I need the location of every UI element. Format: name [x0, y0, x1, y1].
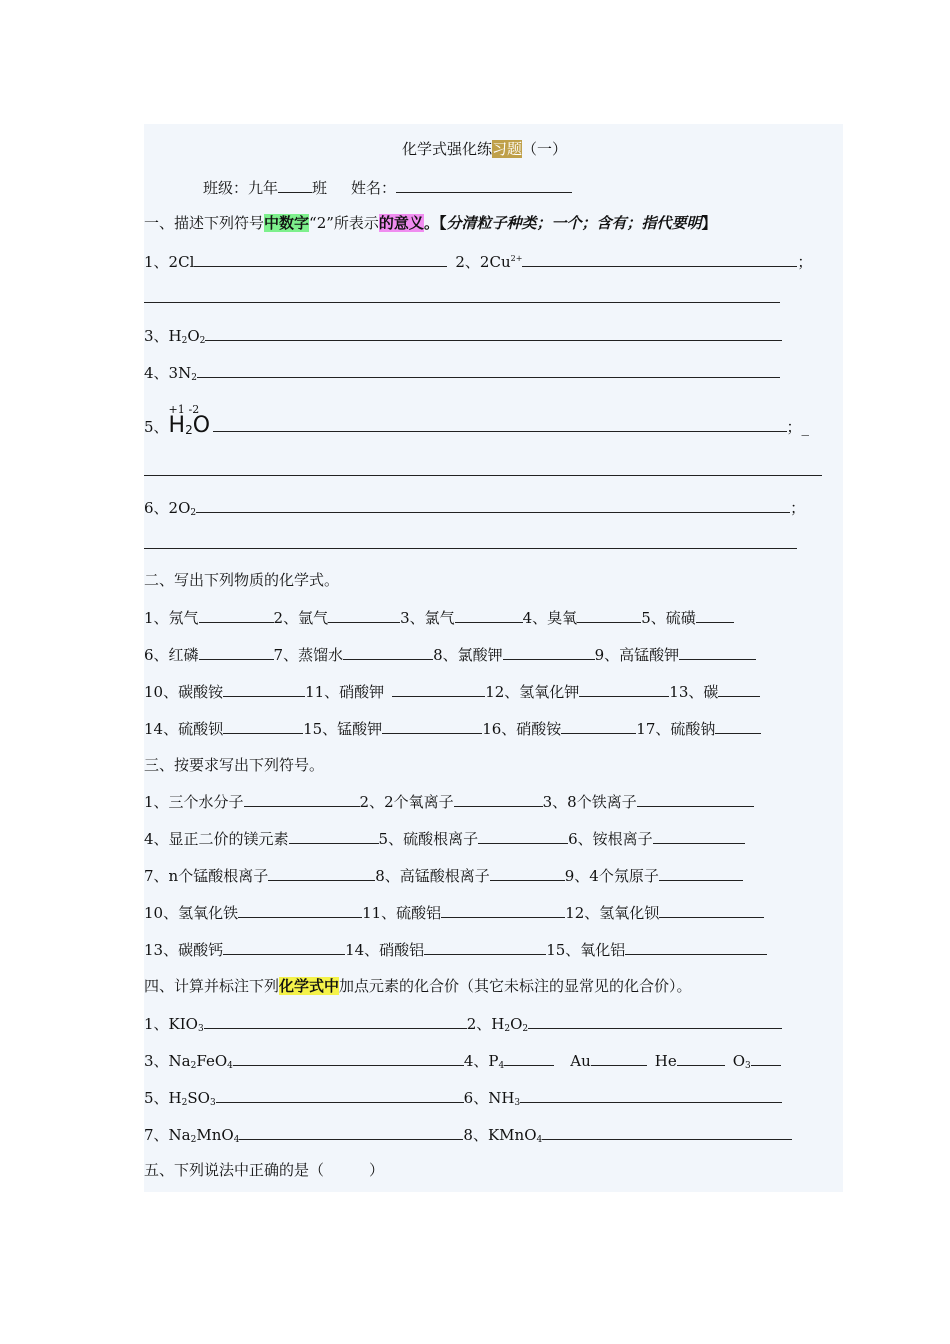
answer-blank[interactable]	[591, 1050, 647, 1066]
question-1-1: 1、2Cl 2、$2Cu^{2+}$ ；	[144, 253, 813, 271]
answer-blank[interactable]	[223, 718, 303, 734]
section-4-row-1: 1、$KIO_3$ 2、$H_2O_2$	[144, 1013, 782, 1034]
answer-blank[interactable]	[659, 865, 743, 881]
section-2-row-1: 1、氖气 2、氩气 3、氯气 4、臭氧 5、硫磺	[144, 607, 734, 628]
answer-blank[interactable]	[490, 865, 565, 881]
answer-blank[interactable]	[715, 718, 761, 734]
answer-blank[interactable]	[455, 607, 523, 623]
section-2-heading: 二、写出下列物质的化学式。	[144, 571, 340, 589]
section-1-heading: 一、描述下列符号中数字“2”所表示的意义。【分清粒子种类；一个；含有；指代要明】	[144, 214, 717, 232]
answer-blank[interactable]	[392, 681, 485, 697]
answer-blank[interactable]	[199, 644, 274, 660]
answer-blank[interactable]	[653, 828, 745, 844]
answer-line[interactable]	[144, 475, 822, 476]
answer-blank[interactable]	[504, 1050, 554, 1066]
section-3-row-5: 13、碳酸钙 14、硝酸铝 15、氧化铝	[144, 939, 767, 960]
answer-blank[interactable]	[441, 902, 565, 918]
valence-formula-h2o: +1 -2 $H_2O$	[168, 403, 211, 438]
answer-blank[interactable]	[328, 607, 400, 623]
section-2-row-4: 14、硫酸钡 15、锰酸钾 16、硝酸铵 17、硫酸钠	[144, 718, 761, 739]
section-4-row-2: 3、$Na_2FeO_4$ 4、$P_4$ Au He $O_3$	[144, 1050, 781, 1071]
answer-blank[interactable]	[577, 607, 641, 623]
answer-blank[interactable]	[718, 681, 760, 697]
answer-blank[interactable]	[205, 325, 782, 341]
class-blank[interactable]	[278, 177, 312, 193]
answer-blank[interactable]	[677, 1050, 725, 1066]
answer-blank[interactable]	[520, 1087, 782, 1103]
section-4-heading: 四、计算并标注下列化学式中加点元素的化合价（其它未标注的显常见的化合价）。	[144, 977, 692, 995]
answer-blank[interactable]	[216, 1087, 464, 1103]
section-2-row-3: 10、碳酸铵 11、硝酸钾 12、氢氧化钾 13、碳	[144, 681, 760, 702]
question-1-4: 4、$3N_2$	[144, 362, 780, 383]
answer-blank[interactable]	[194, 251, 447, 267]
section-4-row-4: 7、$Na_2MnO_4$ 8、KMnO$_4$	[144, 1124, 792, 1145]
question-1-3: 3、$H_2O_2$	[144, 325, 782, 346]
answer-blank[interactable]	[239, 1124, 463, 1140]
question-1-6: 6、$2O_2$ ；	[144, 499, 806, 518]
answer-blank[interactable]	[522, 251, 797, 267]
answer-blank[interactable]	[579, 681, 669, 697]
answer-blank[interactable]	[679, 644, 756, 660]
section-2-row-2: 6、红磷 7、蒸馏水 8、氯酸钾 9、高锰酸钾	[144, 644, 756, 665]
answer-blank[interactable]	[289, 828, 379, 844]
answer-blank[interactable]	[625, 939, 767, 955]
answer-blank[interactable]	[223, 939, 345, 955]
page-title: 化学式强化练习题（一）	[402, 140, 568, 158]
question-1-5: 5、 +1 -2 $H_2O$ ；_	[144, 404, 809, 444]
section-3-row-2: 4、显正二价的镁元素 5、硫酸根离子 6、铵根离子	[144, 828, 745, 849]
section-5-heading: 五、下列说法中正确的是（ ）	[144, 1161, 385, 1179]
answer-blank[interactable]	[561, 718, 636, 734]
section-3-row-1: 1、三个水分子 2、2个氧离子 3、8个铁离子	[144, 791, 754, 812]
answer-blank[interactable]	[637, 791, 754, 807]
title-highlight: 习题	[492, 140, 523, 158]
answer-blank[interactable]	[382, 718, 482, 734]
answer-blank[interactable]	[196, 497, 790, 513]
answer-blank[interactable]	[478, 828, 568, 844]
answer-blank[interactable]	[424, 939, 546, 955]
name-blank[interactable]	[396, 177, 572, 193]
answer-blank[interactable]	[233, 1050, 464, 1066]
answer-blank[interactable]	[696, 607, 734, 623]
answer-blank[interactable]	[659, 902, 764, 918]
section-3-row-4: 10、氢氧化铁 11、硫酸铝 12、氢氧化钡	[144, 902, 764, 923]
student-info: 班级：九年 班 姓名：	[203, 177, 572, 198]
section-3-heading: 三、按要求写出下列符号。	[144, 756, 325, 774]
answer-blank[interactable]	[223, 681, 305, 697]
answer-blank[interactable]	[268, 865, 375, 881]
answer-blank[interactable]	[503, 644, 595, 660]
answer-line[interactable]	[144, 302, 780, 303]
answer-blank[interactable]	[528, 1013, 782, 1029]
answer-blank[interactable]	[751, 1050, 781, 1066]
answer-line[interactable]	[144, 548, 797, 549]
answer-blank[interactable]	[343, 644, 433, 660]
answer-blank[interactable]	[542, 1124, 792, 1140]
answer-blank[interactable]	[197, 362, 780, 378]
answer-blank[interactable]	[238, 902, 362, 918]
answer-blank[interactable]	[199, 607, 274, 623]
answer-blank[interactable]	[454, 791, 543, 807]
section-4-row-3: 5、$H_2SO_3$ 6、$NH_3$	[144, 1087, 782, 1108]
answer-blank[interactable]	[213, 416, 787, 432]
section-3-row-3: 7、n个锰酸根离子 8、高锰酸根离子 9、4个氖原子	[144, 865, 743, 886]
answer-blank[interactable]	[244, 791, 360, 807]
answer-blank[interactable]	[204, 1013, 467, 1029]
